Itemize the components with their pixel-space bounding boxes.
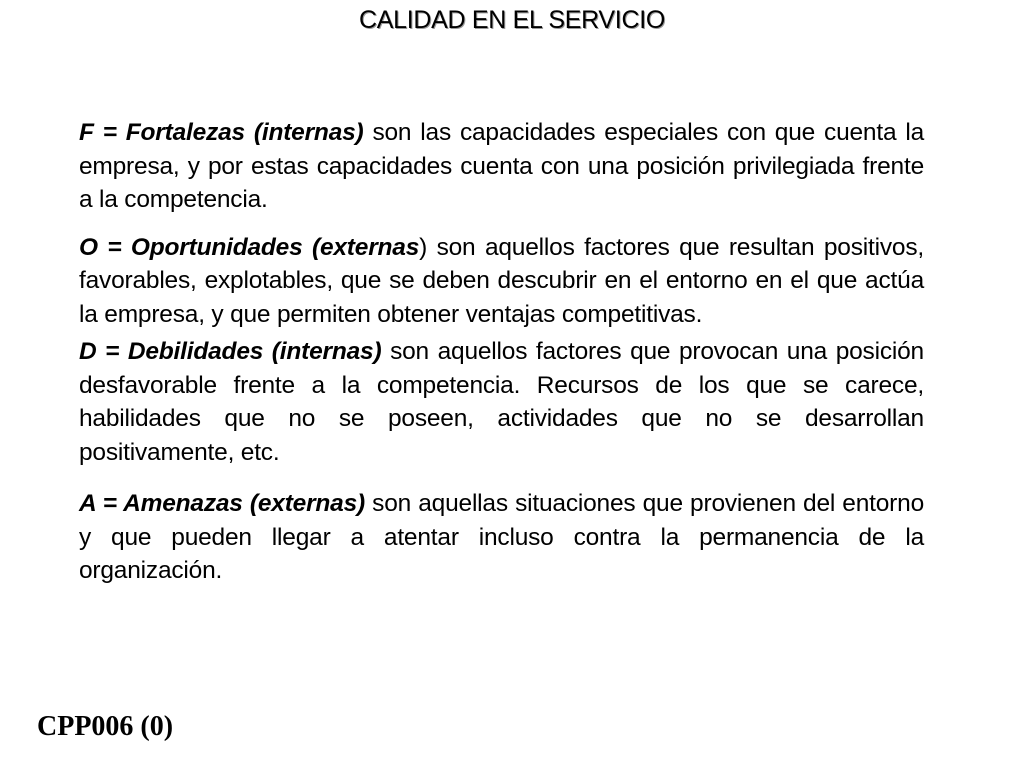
- definition-oportunidades: ) son aquellos factores que resultan positivos, favorables, explotables, que se deben descubrir en el entorno en el que actúa la empresa, y que permiten obtener ventajas competitivas.: [79, 233, 925, 328]
- term-fortalezas: F = Fortalezas (internas): [79, 119, 364, 146]
- paragraph-amenazas: [79, 487, 924, 588]
- paragraph-debilidades: [79, 335, 924, 469]
- footer-code: CPP006 (0): [37, 711, 174, 742]
- term-amenazas: A = Amenazas (externas): [79, 490, 365, 517]
- term-debilidades: D = Debilidades (internas): [79, 338, 382, 365]
- paragraph-fortalezas: [79, 116, 924, 217]
- definition-debilidades: son aquellos factores que provocan una posición desfavorable frente a la competencia. Recursos de los que se carece, habilidades que no se poseen, actividades que no se desarrollan positivamente, etc.: [79, 338, 924, 466]
- paragraph-oportunidades: [79, 231, 924, 332]
- definition-fortalezas: son las capacidades especiales con que cuenta la empresa, y por estas capacidades cuenta con una posición privilegiada frente a la competencia.: [79, 119, 924, 213]
- slide-title: CALIDAD EN EL SERVICIO: [359, 6, 665, 34]
- swot-definitions: [79, 116, 924, 588]
- term-oportunidades: O = Oportunidades (externas: [79, 233, 420, 261]
- definition-amenazas: son aquellas situaciones que provienen del entorno y que pueden llegar a atentar incluso contra la permanencia de la organización.: [79, 490, 924, 584]
